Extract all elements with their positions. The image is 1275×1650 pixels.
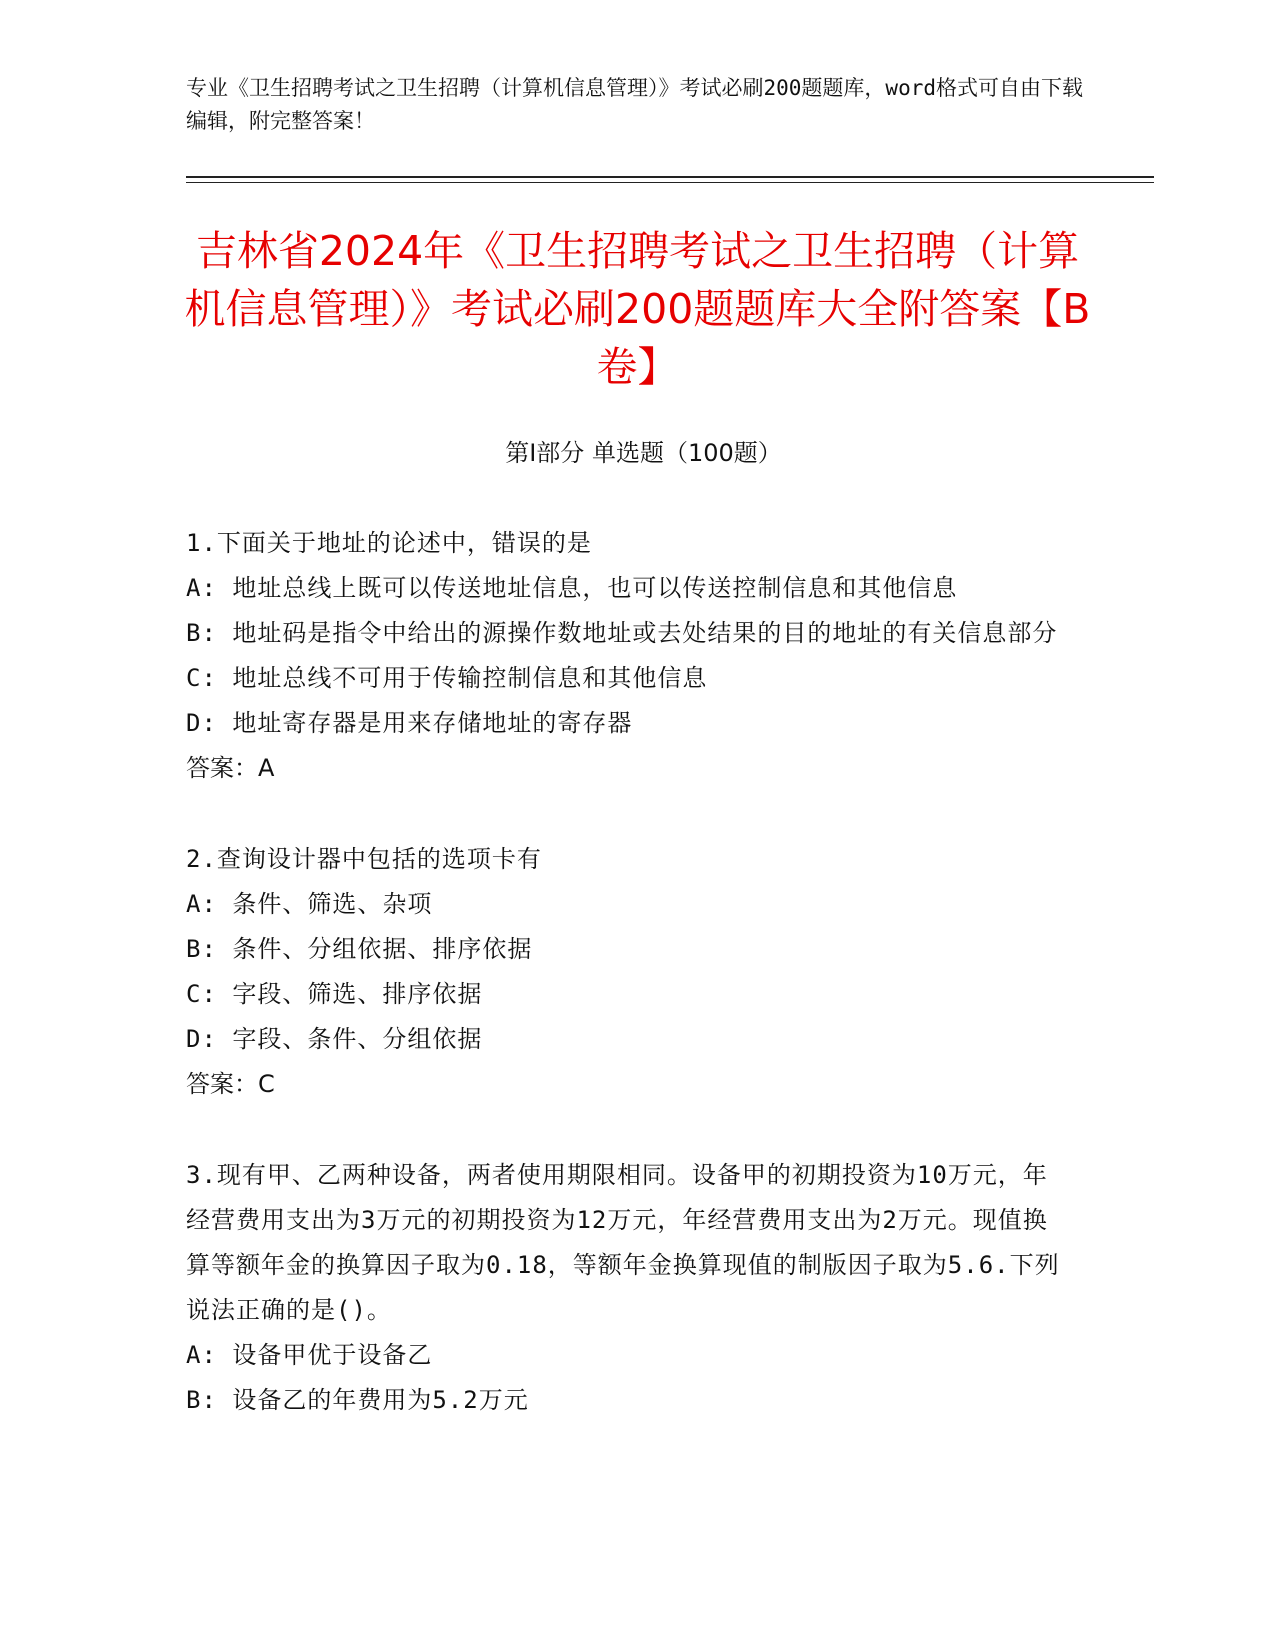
section-title: 第Ⅰ部分 单选题（100题）: [505, 439, 782, 467]
header-divider-thick: [186, 176, 1154, 178]
option-c: C: 字段、筛选、排序依据: [186, 980, 483, 1008]
option-b: B: 地址码是指令中给出的源操作数地址或去处结果的目的地址的有关信息部分: [186, 619, 1058, 647]
question-2: [186, 837, 1066, 1107]
question-list: [186, 521, 1066, 1469]
option-d: D: 地址寄存器是用来存储地址的寄存器: [186, 709, 633, 737]
document-title: 吉林省2024年《卫生招聘考试之卫生招聘（计算机信息管理）》考试必刷200题题库大全附答案【B卷】: [184, 227, 1091, 391]
option-a: A: 条件、筛选、杂项: [186, 890, 433, 918]
option-b: B: 条件、分组依据、排序依据: [186, 935, 533, 963]
answer-text: 答案：A: [186, 754, 275, 782]
question-3: [186, 1153, 1066, 1423]
question-stem: 3.现有甲、乙两种设备，两者使用期限相同。设备甲的初期投资为10万元，年经营费用支出为3万元的初期投资为12万元，年经营费用支出为2万元。现值换算等额年金的换算因子取为0.18，等额年金换算现值的制版因子取为5.6.下列说法正确的是()。: [186, 1161, 1060, 1324]
header-intro-text: 专业《卫生招聘考试之卫生招聘（计算机信息管理）》考试必刷200题题库，word格式可自由下载编辑，附完整答案！: [186, 76, 1083, 133]
answer-text: 答案：C: [186, 1070, 275, 1098]
header-divider-thin: [186, 182, 1154, 183]
option-c: C: 地址总线不可用于传输控制信息和其他信息: [186, 664, 708, 692]
option-a: A: 地址总线上既可以传送地址信息，也可以传送控制信息和其他信息: [186, 574, 958, 602]
question-1: [186, 521, 1066, 791]
option-b: B: 设备乙的年费用为5.2万元: [186, 1386, 529, 1414]
option-d: D: 字段、条件、分组依据: [186, 1025, 483, 1053]
question-stem: 1.下面关于地址的论述中，错误的是: [186, 529, 592, 557]
option-a: A: 设备甲优于设备乙: [186, 1341, 433, 1369]
question-stem: 2.查询设计器中包括的选项卡有: [186, 845, 542, 873]
